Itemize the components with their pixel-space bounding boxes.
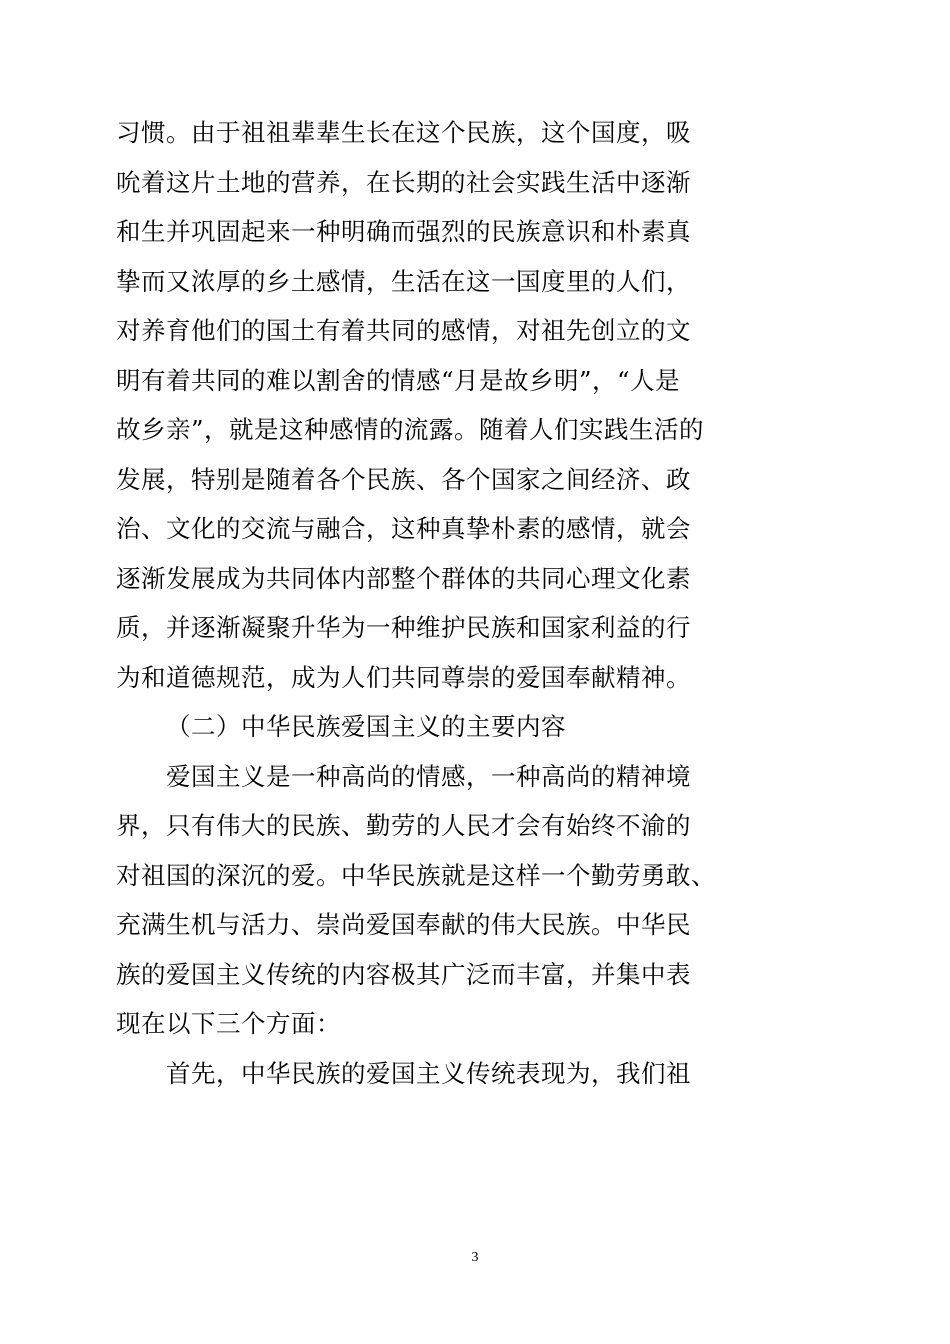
text-line: 首先，中华民族的爱国主义传统表现为，我们祖 [166, 1058, 691, 1088]
body-text [116, 108, 716, 1098]
text-line: 故乡亲”，就是这种感情的流露。随着人们实践生活的 [116, 415, 705, 444]
text-line: 治、文化的交流与融合，这种真挚朴素的感情，就会 [116, 514, 691, 543]
text-line: 明有着共同的难以割舍的情感“月是故乡明”，“人是 [116, 365, 681, 395]
text-line: 充满生机与活力、崇尚爱国奉献的伟大民族。中华民 [116, 910, 691, 939]
text-line: 挚而又浓厚的乡土感情，生活在这一国度里的人们， [116, 266, 691, 296]
text-line: 习惯。由于祖祖辈辈生长在这个民族，这个国度，吸 [116, 118, 691, 147]
text-line: 和生并巩固起来一种明确而强烈的民族意识和朴素真 [116, 217, 691, 246]
section-heading: （二）中华民族爱国主义的主要内容 [166, 712, 566, 741]
text-line: 发展，特别是随着各个民族、各个国家之间经济、政 [116, 464, 691, 494]
text-line: 族的爱国主义传统的内容极其广泛而丰富，并集中表 [116, 959, 691, 989]
text-line: 现在以下三个方面： [116, 1009, 341, 1038]
text-line: 吮着这片土地的营养，在长期的社会实践生活中逐渐 [116, 167, 691, 197]
text-line: 界，只有伟大的民族、勤劳的人民才会有始终不渝的 [116, 811, 691, 840]
text-line: 为和道德规范，成为人们共同尊崇的爱国奉献精神。 [116, 662, 691, 692]
text-line: 对祖国的深沉的爱。中华民族就是这样一个勤劳勇敢、 [116, 860, 716, 890]
page-number: 3 [471, 1250, 479, 1265]
text-line: 逐渐发展成为共同体内部整个群体的共同心理文化素 [116, 563, 691, 593]
text-line: 爱国主义是一种高尚的情感，一种高尚的精神境 [166, 761, 691, 791]
text-line: 质，并逐渐凝聚升华为一种维护民族和国家利益的行 [116, 613, 691, 642]
text-line: 对养育他们的国土有着共同的感情，对祖先创立的文 [116, 316, 691, 345]
